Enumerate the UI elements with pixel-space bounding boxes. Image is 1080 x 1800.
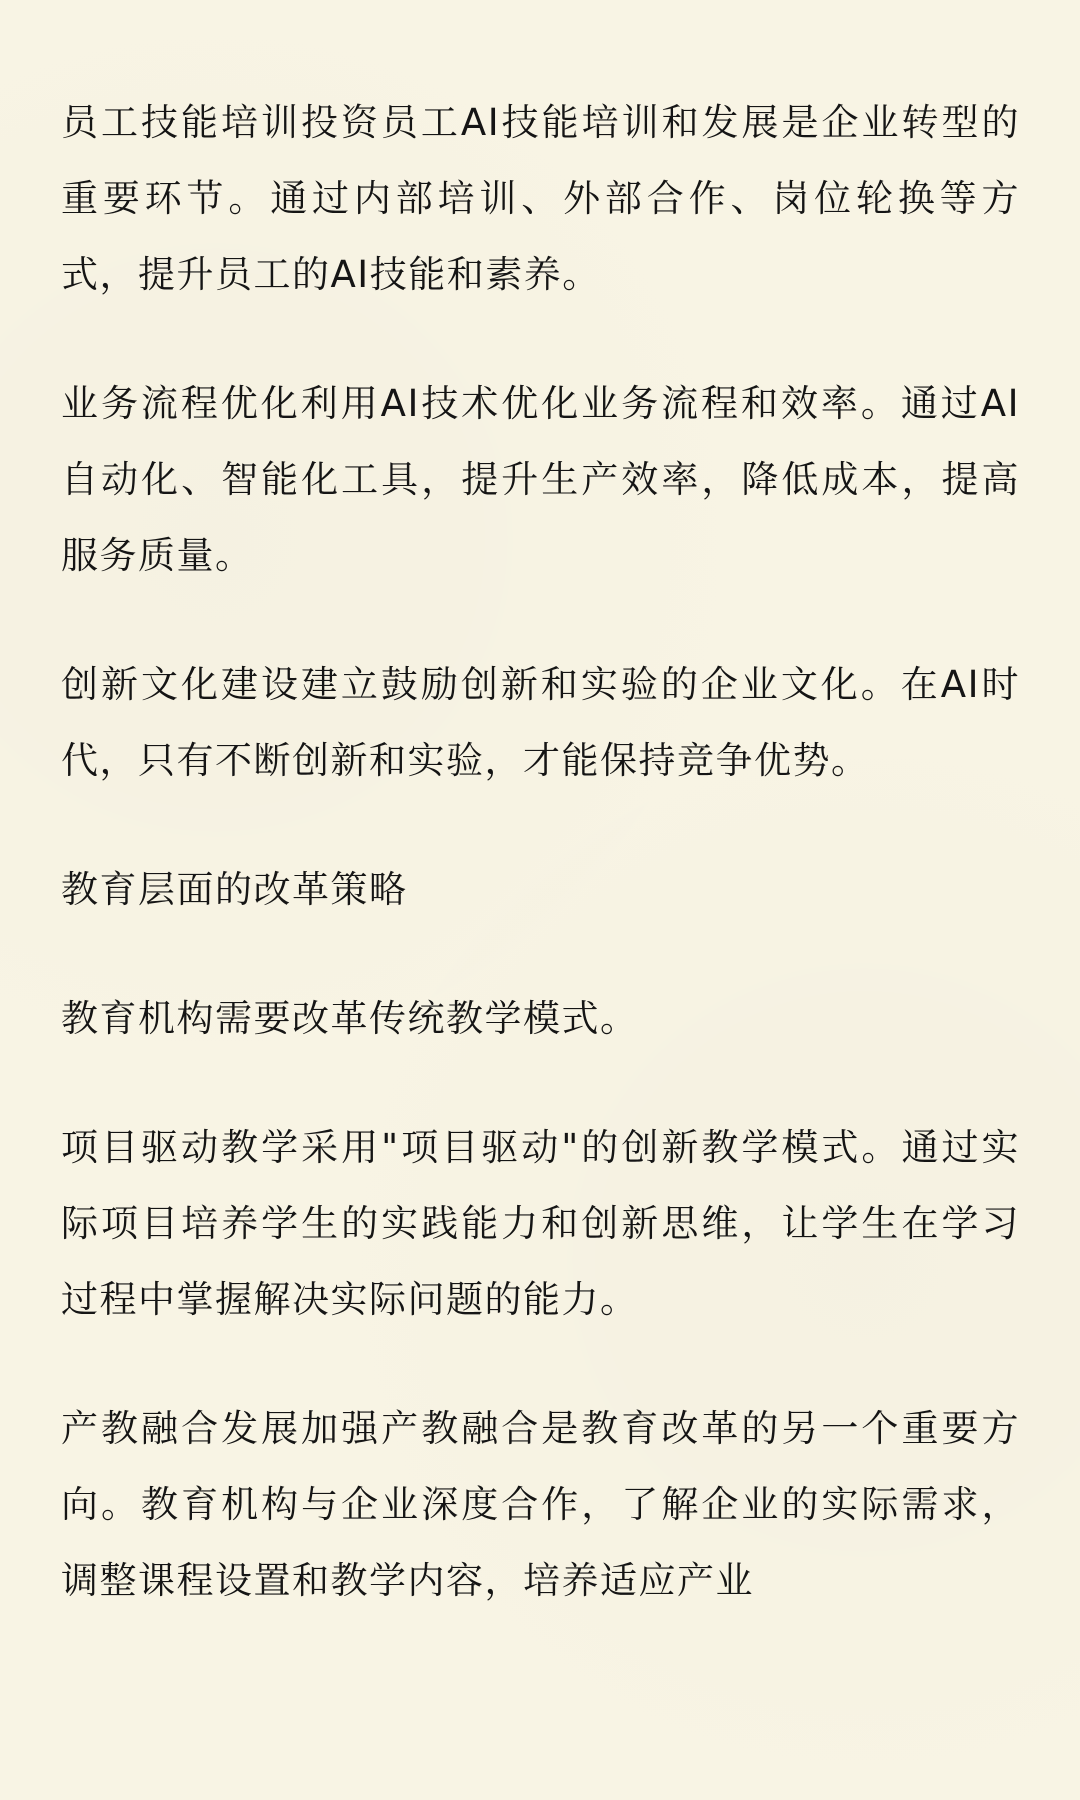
- paragraph-education-intro: 教育机构需要改革传统教学模式。: [61, 997, 639, 1040]
- paragraph-industry-education-integration: 产教融合发展加强产教融合是教育改革的另一个重要方向。教育机构与企业深度合作，了解企业的实际需求，调整课程设置和教学内容，培养适应产业: [61, 1407, 1020, 1602]
- paragraph-employee-training: 员工技能培训投资员工AI技能培训和发展是企业转型的重要环节。通过内部培训、外部合作、岗位轮换等方式，提升员工的AI技能和素养。: [61, 101, 1020, 296]
- paragraph-innovation-culture: 创新文化建设建立鼓励创新和实验的企业文化。在AI时代，只有不断创新和实验，才能保持竞争优势。: [61, 663, 1020, 782]
- paragraph-process-optimization: 业务流程优化利用AI技术优化业务流程和效率。通过AI自动化、智能化工具，提升生产效率，降低成本，提高服务质量。: [61, 382, 1020, 577]
- paragraph-project-driven-teaching: 项目驱动教学采用"项目驱动"的创新教学模式。通过实际项目培养学生的实践能力和创新思维，让学生在学习过程中掌握解决实际问题的能力。: [61, 1126, 1020, 1321]
- section-heading-education-reform: 教育层面的改革策略: [61, 868, 408, 911]
